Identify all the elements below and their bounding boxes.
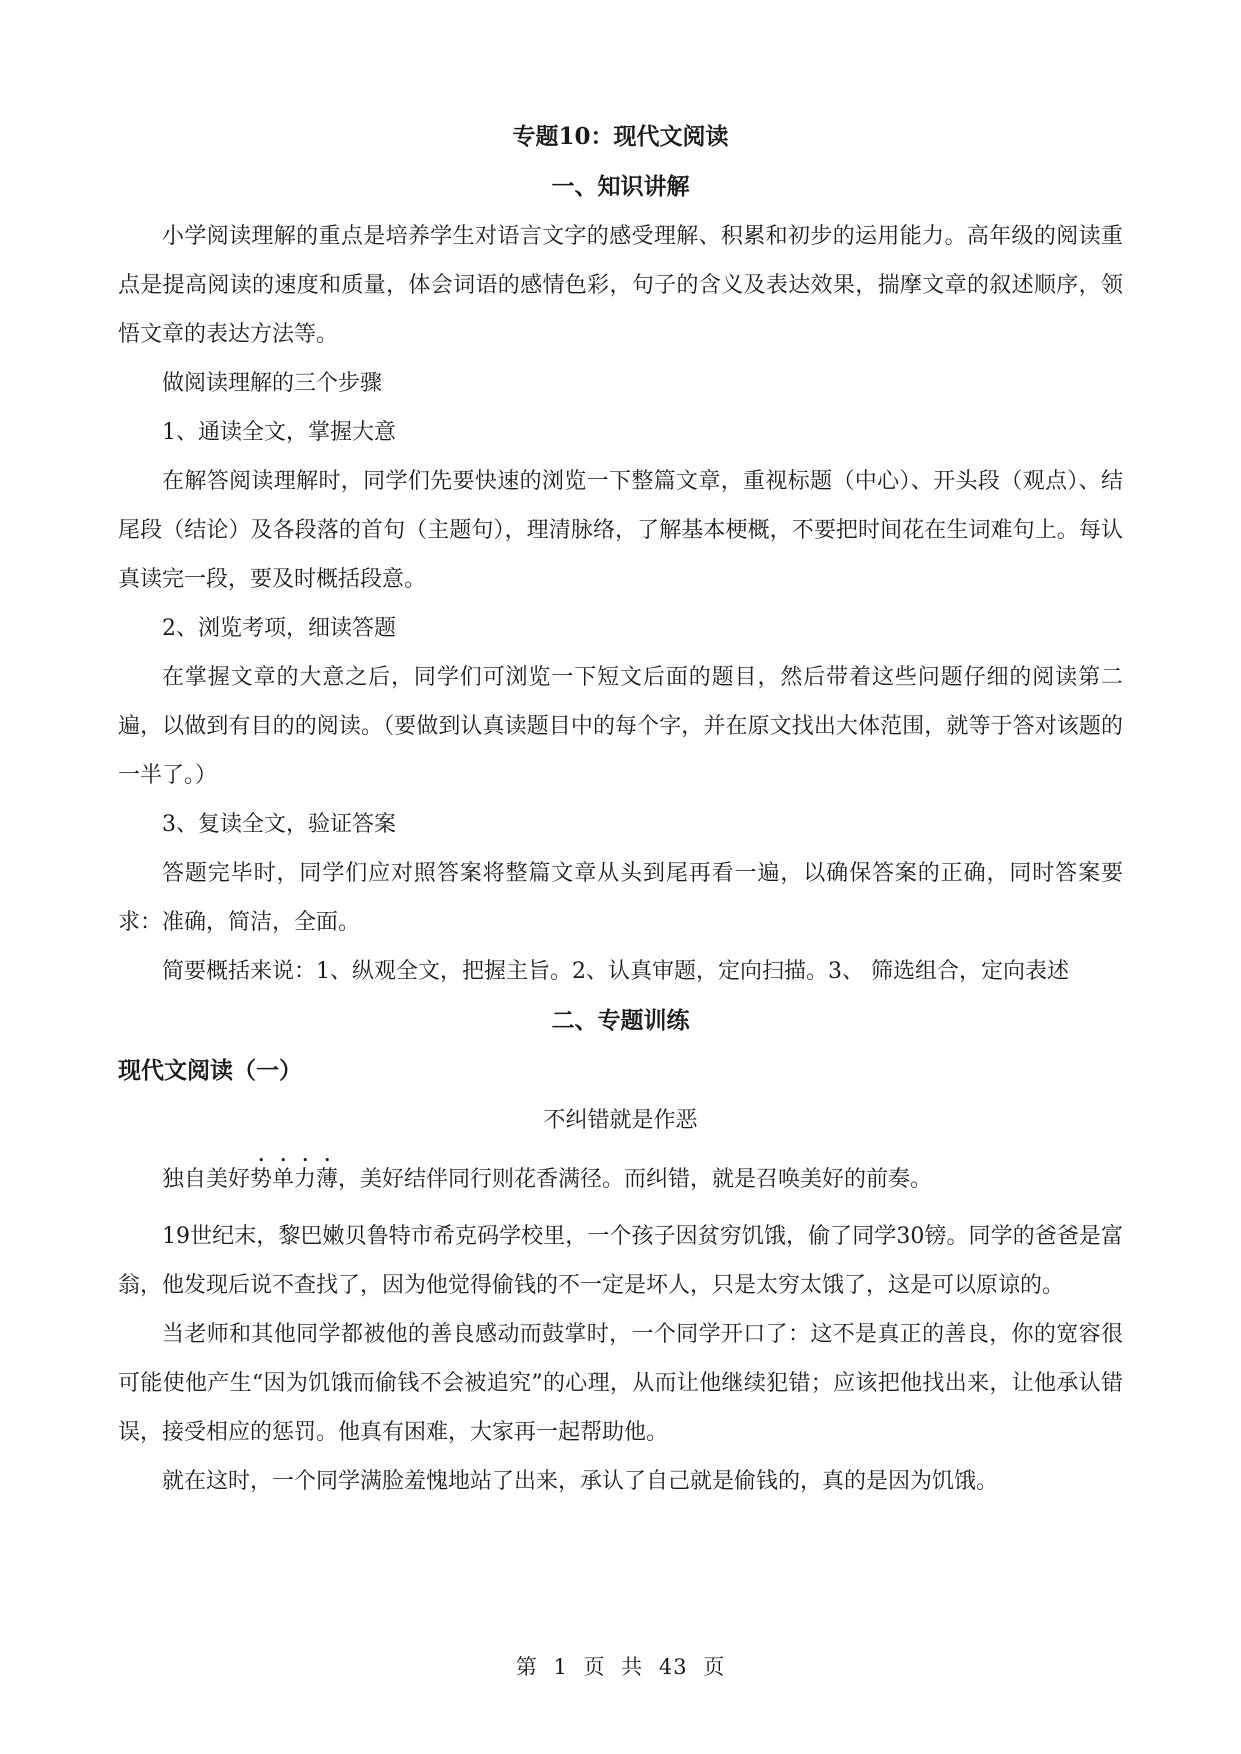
article-paragraph-1-end: ，美好结伴同行则花香满径。而纠错，就是召唤美好的前奏。 <box>338 1167 933 1192</box>
article-paragraph-3: 当老师和其他同学都被他的善良感动而鼓掌时，一个同学开口了：这不是真正的善良，你的宽容很可能使他产生“因为饥饿而偷钱不会被追究”的心理，从而让他继续犯错；应该把他找出来，让他承认错误，接受相应的惩罚。他真有困难，大家再一起帮助他。 <box>118 1322 1123 1445</box>
paragraph-intro: 小学阅读理解的重点是培养学生对语言文字的感受理解、积累和初步的运用能力。高年级的阅读重点是提高阅读的速度和质量，体会词语的感情色彩，句子的含义及表达效果，揣摩文章的叙述顺序，领悟文章的表达方法等。 <box>118 224 1123 347</box>
page-content <box>118 112 1123 1506</box>
article-paragraph-4: 就在这时，一个同学满脸羞愧地站了出来，承认了自己就是偷钱的，真的是因为饥饿。 <box>162 1469 999 1494</box>
paragraph-step-1-detail: 在解答阅读理解时，同学们先要快速的浏览一下整篇文章，重视标题（中心）、开头段（观点）、结尾段（结论）及各段落的首句（主题句），理清脉络，了解基本梗概，不要把时间花在生词难句上。每认真读完一段，要及时概括段意。 <box>118 469 1123 592</box>
paragraph-step-3: 3、复读全文，验证答案 <box>162 812 396 837</box>
article-paragraph-1 <box>118 1154 1123 1204</box>
article-paragraph-1-start: 独自美好 <box>162 1167 251 1192</box>
page-number-footer: 第 1 页 共 43 页 <box>515 1655 726 1679</box>
paragraph-step-2: 2、浏览考项，细读答题 <box>162 616 396 641</box>
paragraph-step-3-detail: 答题完毕时，同学们应对照答案将整篇文章从头到尾再看一遍，以确保答案的正确，同时答案要求：准确，简洁，全面。 <box>118 861 1123 935</box>
section-heading-training: 二、专题训练 <box>551 1007 690 1034</box>
section-heading-knowledge: 一、知识讲解 <box>551 173 690 200</box>
paragraph-steps-heading: 做阅读理解的三个步骤 <box>162 371 383 396</box>
paragraph-step-2-detail: 在掌握文章的大意之后，同学们可浏览一下短文后面的题目，然后带着这些问题仔细的阅读第二遍，以做到有目的的阅读。（要做到认真读题目中的每个字，并在原文找出大体范围，就等于答对该题的一半了。） <box>118 665 1123 788</box>
paragraph-step-1: 1、通读全文，掌握大意 <box>162 420 396 445</box>
emphasized-phrase: 势单力薄 <box>250 1167 339 1192</box>
article-paragraph-2: 19世纪末，黎巴嫩贝鲁特市希克码学校里，一个孩子因贫穷饥饿，偷了同学30镑。同学的爸爸是富翁，他发现后说不查找了，因为他觉得偷钱的不一定是坏人，只是太穷太饿了，这是可以原谅的。 <box>118 1224 1123 1298</box>
paragraph-summary: 简要概括来说：1、纵观全文，把握主旨。2、认真审题，定向扫描。3、 筛选组合，定向表述 <box>162 959 1069 984</box>
subheading-reading-1: 现代文阅读（一） <box>118 1057 302 1084</box>
article-title: 不纠错就是作恶 <box>543 1108 698 1133</box>
document-title: 专题10：现代文阅读 <box>512 123 729 150</box>
